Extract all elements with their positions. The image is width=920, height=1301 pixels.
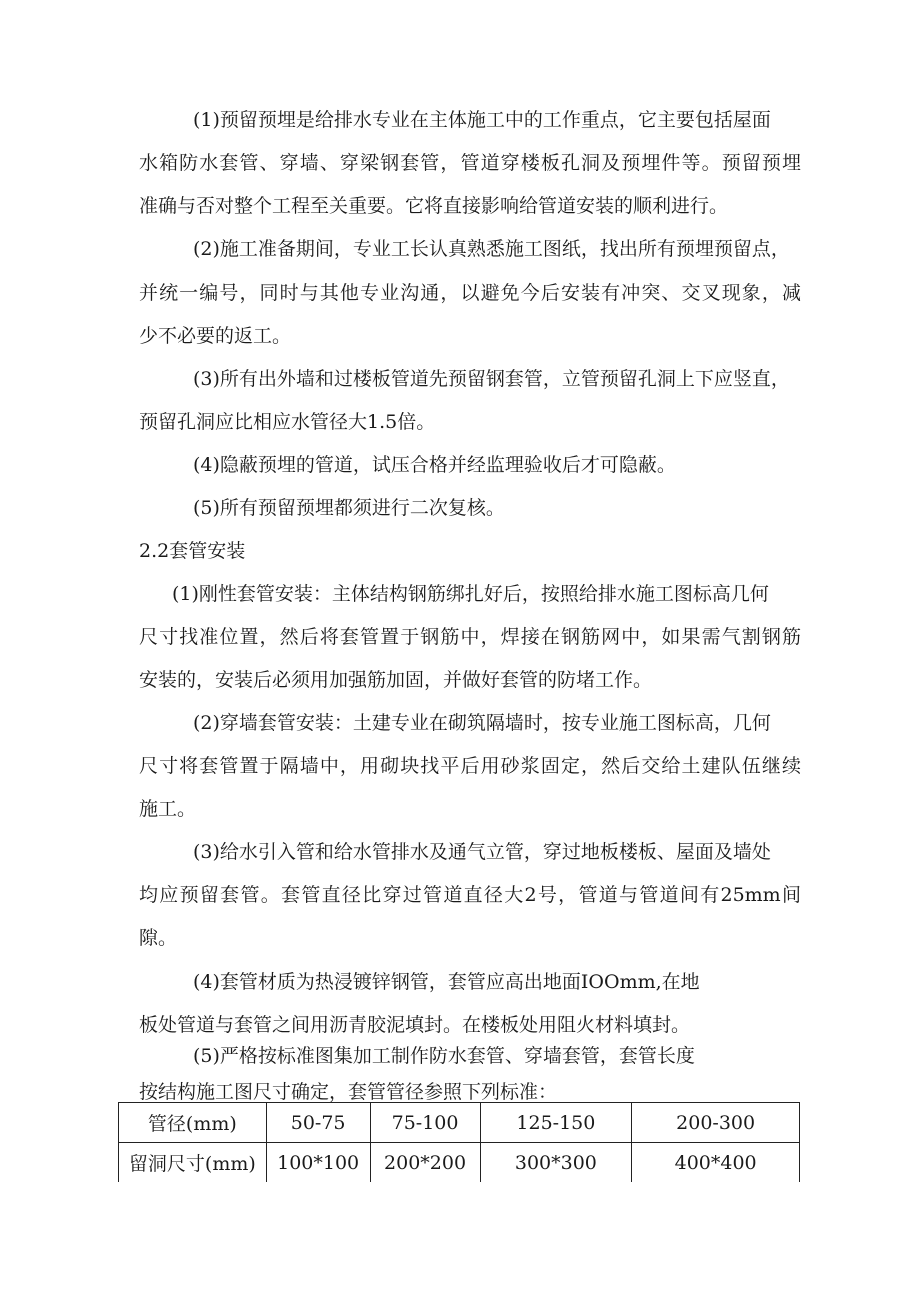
table-cell: 300*300 xyxy=(480,1143,632,1183)
paragraph-3-line-2: 预留孔洞应比相应水管径大1.5倍。 xyxy=(139,411,436,433)
table-row xyxy=(119,1103,800,1143)
table-header-cell: 留洞尺寸(mm) xyxy=(119,1143,267,1183)
section-paragraph-5-line-2: 按结构施工图尺寸确定，套管管径参照下列标准： xyxy=(139,1081,558,1103)
paragraph-4-line-1: (4)隐蔽预埋的管道，试压合格并经监理验收后才可隐蔽。 xyxy=(193,454,676,476)
section-heading: 2.2套管安装 xyxy=(139,540,246,562)
paragraph-3-line-1: (3)所有出外墙和过楼板管道先预留钢套管，立管预留孔洞上下应竖直， xyxy=(193,368,790,390)
section-paragraph-3-line-3: 隙。 xyxy=(139,927,178,949)
paragraph-1-line-3: 准确与否对整个工程至关重要。它将直接影响给管道安装的顺利进行。 xyxy=(139,195,729,217)
table-row xyxy=(119,1143,800,1183)
table-cell: 50-75 xyxy=(266,1103,370,1143)
table-cell: 200*200 xyxy=(370,1143,480,1183)
paragraph-5-line-1: (5)所有预留预埋都须进行二次复核。 xyxy=(193,497,505,519)
section-paragraph-3-line-1: (3)给水引入管和给水管排水及通气立管，穿过地板楼板、屋面及墙处 xyxy=(193,841,771,863)
section-paragraph-2-line-3: 施工。 xyxy=(139,798,197,820)
section-paragraph-1-line-1: (1)刚性套管安装：主体结构钢筋绑扎好后，按照给排水施工图标高几何 xyxy=(172,583,769,605)
table-cell: 125-150 xyxy=(480,1103,632,1143)
section-paragraph-2-line-1: (2)穿墙套管安装：土建专业在砌筑隔墙时，按专业施工图标高，几何 xyxy=(193,712,771,734)
paragraph-1-line-1: (1)预留预埋是给排水专业在主体施工中的工作重点，它主要包括屋面 xyxy=(193,109,771,131)
section-paragraph-4-line-2: 板处管道与套管之间用沥青胶泥填封。在楼板处用阻火材料填封。 xyxy=(139,1014,691,1036)
section-paragraph-1-line-2: 尺寸找准位置，然后将套管置于钢筋中，焊接在钢筋网中，如果需气割钢筋 xyxy=(139,626,801,648)
section-paragraph-2-line-2: 尺寸将套管置于隔墙中，用砌块找平后用砂浆固定，然后交给土建队伍继续 xyxy=(139,755,801,777)
paragraph-2-line-2: 并统一编号，同时与其他专业沟通，以避免今后安装有冲突、交叉现象，减 xyxy=(139,282,801,304)
section-paragraph-3-line-2: 均应预留套管。套管直径比穿过管道直径大2号，管道与管道间有25mm间 xyxy=(139,884,801,906)
table-cell: 400*400 xyxy=(632,1143,800,1183)
section-paragraph-5-line-1: (5)严格按标准图集加工制作防水套管、穿墙套管，套管长度 xyxy=(193,1045,695,1067)
sleeve-size-table xyxy=(118,1102,800,1182)
table-cell: 75-100 xyxy=(370,1103,480,1143)
table-cell: 100*100 xyxy=(266,1143,370,1183)
paragraph-2-line-3: 少不必要的返工。 xyxy=(139,325,292,347)
table-header-cell: 管径(mm) xyxy=(119,1103,267,1143)
section-paragraph-4-line-1: (4)套管材质为热浸镀锌钢管，套管应高出地面IOOmm,在地 xyxy=(193,971,700,993)
section-paragraph-1-line-3: 安装的，安装后必须用加强筋加固，并做好套管的防堵工作。 xyxy=(139,669,653,691)
paragraph-1-line-2: 水箱防水套管、穿墙、穿梁钢套管，管道穿楼板孔洞及预埋件等。预留预埋 xyxy=(139,152,801,174)
table-cell: 200-300 xyxy=(632,1103,800,1143)
paragraph-2-line-1: (2)施工准备期间，专业工长认真熟悉施工图纸，找出所有预埋预留点， xyxy=(193,238,790,260)
